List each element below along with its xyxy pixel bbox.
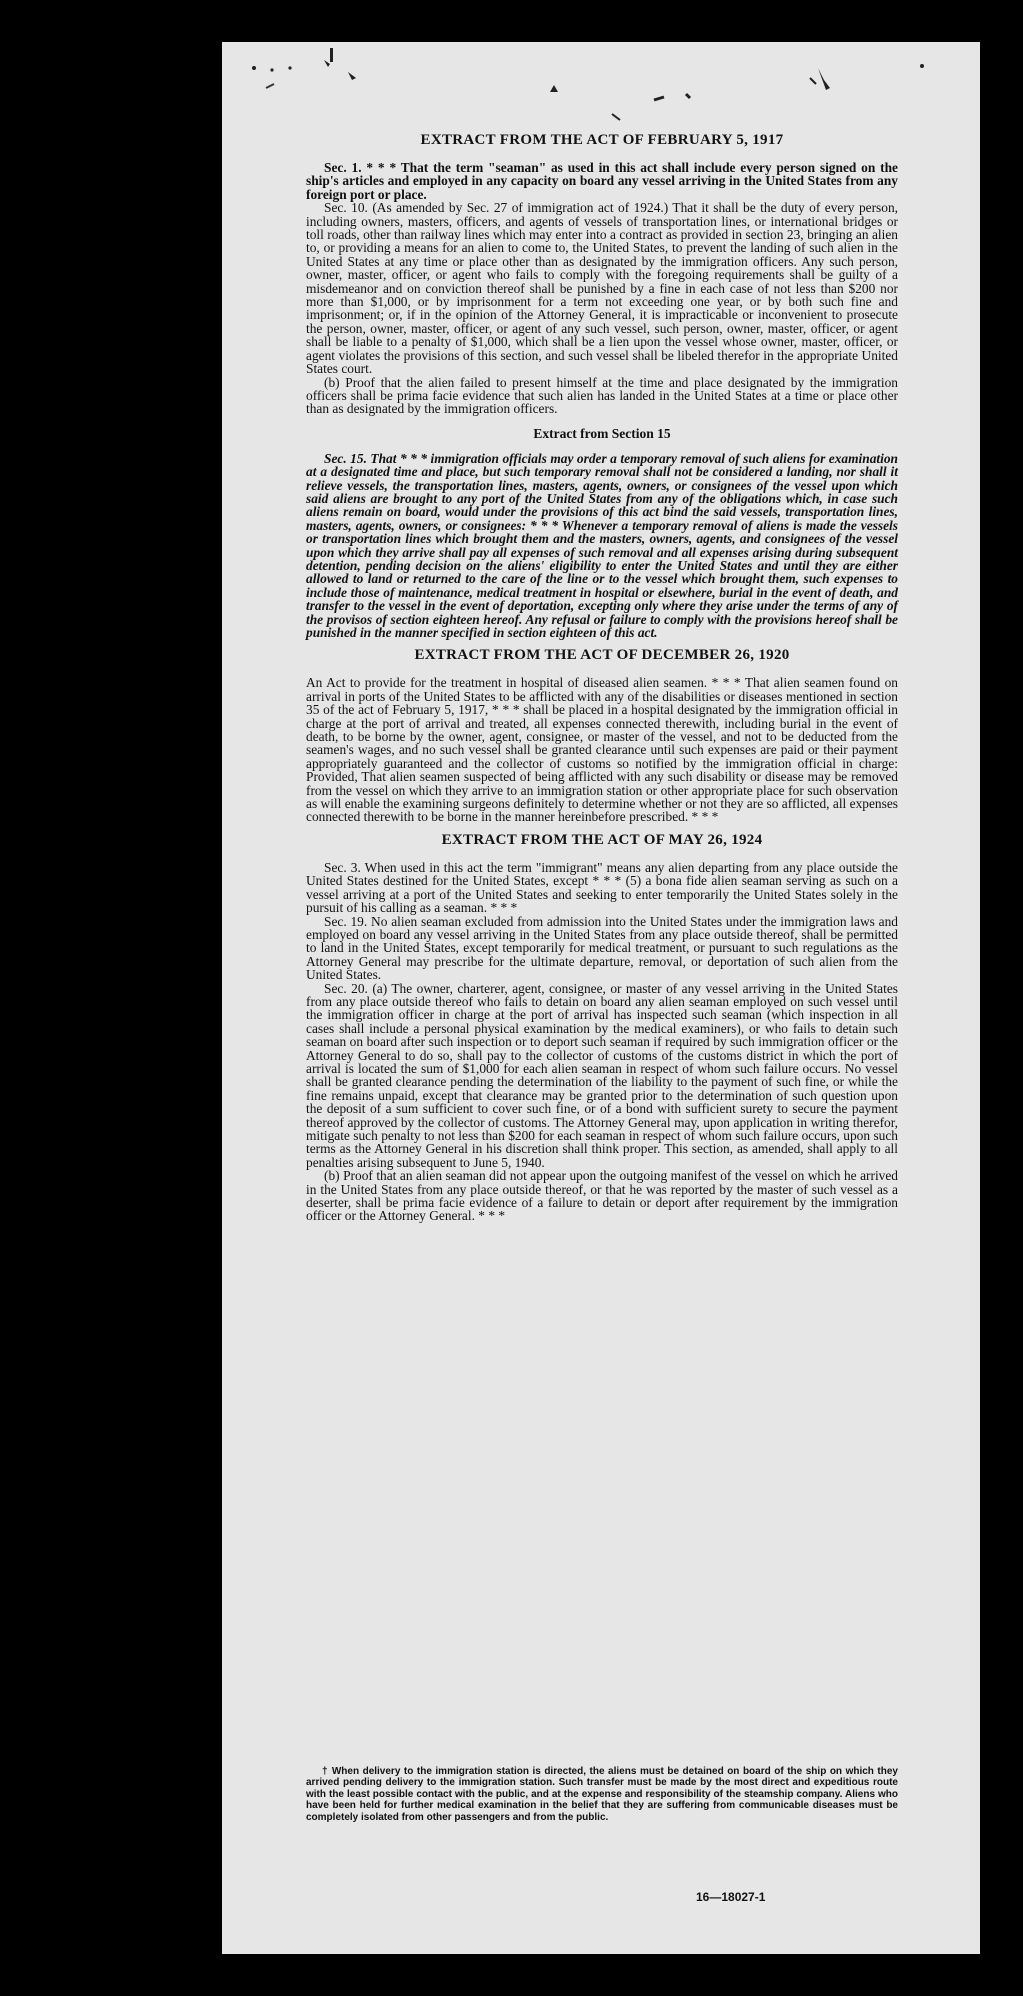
document-page: [222, 42, 980, 1954]
heading-act-1924: EXTRACT FROM THE ACT OF MAY 26, 1924: [441, 831, 763, 848]
paragraph-sec15: Sec. 15. That * * * immigration officials may order a temporary removal of such aliens for examination at a designated time and place, but such temporary removal shall not be considered a landing, nor shall it relieve vessels, the transportation lines, masters, agents, owners, or consignees of the vessel upon which said aliens are brought to any port of the United States from any of the obligations which, in case such aliens remain on board, would under the provisions of this act bind the said vessels, transportation lines, masters, agents, owners, or consignees: * * * Whenever a temporary removal of aliens is made the vessels or transportation lines which brought them and the masters, owners, agents, and consignees of the vessel upon which they arrive shall pay all expenses of such removal and all expenses arising during subsequent detention, pending decision on the aliens' eligibility to enter the United States and until they are either allowed to land or returned to the care of the line or to the vessel which brought them, such expenses to include those of maintenance, medical treatment in hospital or elsewhere, burial in the event of death, and transfer to the vessel in the event of deportation, excepting only where they arise under the terms of any of the provisos of section eighteen hereof. Any refusal or failure to comply with the provisions hereof shall be punished in the manner specified in section eighteen of this act.: [306, 450, 898, 640]
page-number: 16—18027-1: [696, 1890, 766, 1904]
scan-marks: [222, 42, 980, 122]
paragraph-1924-sec19: Sec. 19. No alien seaman excluded from admission into the United States under the immigration laws and employed on board any vessel arriving in the United States from any place outside thereof, shall be permitted to land in the United States, except temporarily for medical treatment, or pursuant to such regulations as the Attorney General may prescribe for the ultimate departure, removal, or deportation of such alien from the United States.: [306, 913, 898, 983]
paragraph-1924-sec20b: (b) Proof that an alien seaman did not appear upon the outgoing manifest of the vessel on which he arrived in the United States from any place outside thereof, or that he was reported by the master of such vessel as a deserter, shall be prima facie evidence of a failure to detain or deport after requirement by the immigration officer or the Attorney General. * * *: [306, 1168, 898, 1224]
heading-section-15: Extract from Section 15: [533, 425, 671, 441]
heading-act-1920: EXTRACT FROM THE ACT OF DECEMBER 26, 1920: [414, 647, 790, 664]
paragraph-1917-sec10b: (b) Proof that the alien failed to present himself at the time and place designated by the immigration officers shall be prima facie evidence that such alien has landed in the United States at a time or place other than as designated by the immigration officers.: [306, 374, 898, 417]
paragraph-1917-sec10: Sec. 10. (As amended by Sec. 27 of immigration act of 1924.) That it shall be the duty of every person, including owners, masters, officers, and agents of vessels of transportation lines, or international bridges or toll roads, other than railway lines which may enter into a contract as provided in section 23, bringing an alien to, or providing a means for an alien to come to, the United States, to prevent the landing of such alien in the United States at any time or place other than as designated by the immigration officers. Any such person, owner, master, officer, or agent who fails to comply with the foregoing requirements shall be guilty of a misdemeanor and on conviction thereof shall be punished by a fine in each case of not less than $200 nor more than $1,000, or by imprisonment for a term not exceeding one year, or by both such fine and imprisonment; or, if in the opinion of the Attorney General, it is impracticable or inconvenient to prosecute the person, owner, master, officer, or agent of any such vessel, such person, owner, master, officer, or agent shall be liable to a penalty of $1,000, which shall be a lien upon the vessel whose owner, master, officer, or agent violates the provisions of this section, and such vessel shall be libeled therefor in the appropriate United States court.: [306, 200, 898, 377]
document-body: [306, 124, 898, 1223]
heading-act-1917: EXTRACT FROM THE ACT OF FEBRUARY 5, 1917: [420, 132, 784, 148]
paragraph-1924-sec20: Sec. 20. (a) The owner, charterer, agent, consignee, or master of any vessel arriving in the United States from any place outside thereof who fails to detain on board any alien seaman employed on such vessel until the immigration officer in charge at the port of arrival has inspected such seaman (which inspection in all cases shall include a personal physical examination by the medical examiners), or who fails to detain such seaman on board after such inspection or to deport such seaman if required by such immigration officer or the Attorney General to do so, shall pay to the collector of customs of the customs district in which the port of arrival is located the sum of $1,000 for each alien seaman in respect of whom such failure occurs. No vessel shall be granted clearance pending the determination of the liability to the payment of such fine, or while the fine remains unpaid, except that clearance may be granted prior to the determination of such question upon the deposit of a sum sufficient to cover such fine, or of a bond with sufficient surety to secure the payment thereof approved by the collector of customs. The Attorney General may, upon application in writing therefor, mitigate such penalty to not less than $200 for each seaman in respect of whom such failure occurs, upon such terms as the Attorney General in his discretion shall think proper. This section, as amended, shall apply to all penalties arising subsequent to June 5, 1940.: [306, 980, 898, 1170]
paragraph-1917-sec1: Sec. 1. * * * That the term "seaman" as used in this act shall include every person signed on the ship's articles and employed in any capacity on board any vessel arriving in the United States from any foreign port or place.: [306, 160, 898, 202]
paragraph-1924-sec3: Sec. 3. When used in this act the term "immigrant" means any alien departing from any place outside the United States destined for the United States, except * * * (5) a bona fide alien seaman serving as such on a vessel arriving at a port of the United States and seeking to enter temporarily the United States solely in the pursuit of his calling as a seaman. * * *: [306, 859, 898, 916]
paragraph-1920: An Act to provide for the treatment in hospital of diseased alien seamen. * * * That alien seamen found on arrival in ports of the United States to be afflicted with any of the disabilities or diseases mentioned in section 35 of the act of February 5, 1917, * * * shall be placed in a hospital designated by the immigration official in charge at the port of arrival and treated, all expenses connected therewith, including burial in the event of death, to be borne by the owner, agent, consignee, or master of the vessel, and not to be deducted from the seamen's wages, and no such vessel shall be granted clearance until such expenses are paid or their payment appropriately guaranteed and the collector of customs so notified by the immigration official in charge: Provided, That alien seamen suspected of being afflicted with any such disability or disease may be removed from the vessel on which they arrive to an immigration station or other appropriate place for such observation as will enable the examining surgeons definitely to determine whether or not they are so afflicted, all expenses connected therewith to be borne in the manner hereinbefore prescribed. * * *: [306, 675, 898, 825]
footnote: [306, 1766, 898, 1823]
footnote-text: † When delivery to the immigration station is directed, the aliens must be detained on board of the ship on which they arrived pending delivery to the immigration station. Such transfer must be made by the most direct and expeditious route with the least possible contact with the public, and at the expense and responsibility of the steamship company. Aliens who have been held for further medical examination in the belief that they are suffering from communicable diseases must be completely isolated from other passengers and from the public.: [306, 1766, 898, 1823]
